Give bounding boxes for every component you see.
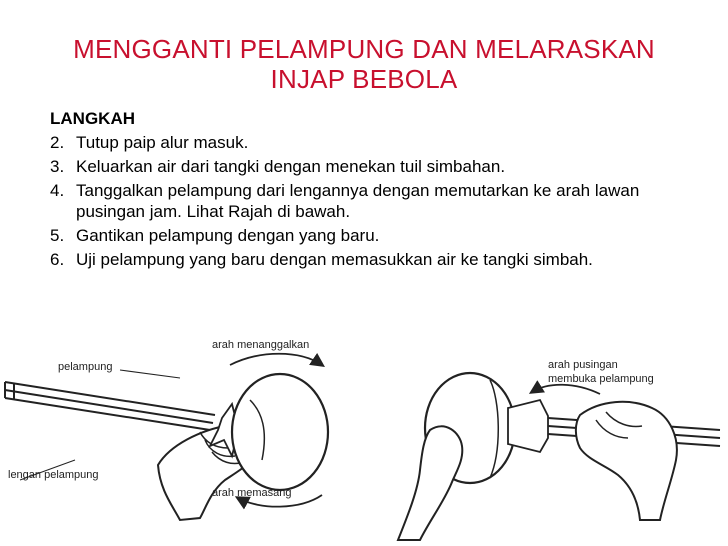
step-number: 3. [50, 157, 65, 176]
step-number: 6. [50, 250, 65, 269]
content-body [50, 108, 690, 273]
step-number: 4. [50, 181, 65, 200]
leader-float [120, 370, 180, 378]
right-drawing [398, 359, 720, 540]
unscrew-arrow [230, 354, 322, 365]
steps-heading: LANGKAH [50, 109, 135, 128]
step-number: 5. [50, 226, 65, 245]
step-number: 2. [50, 133, 65, 152]
step-item [50, 180, 690, 222]
open-rotation-arrow [532, 385, 600, 394]
float-replacement-illustration [0, 320, 728, 546]
steps-list [50, 132, 690, 270]
step-item [50, 225, 690, 246]
step-text: Tanggalkan pelampung dari lengannya dengan memutarkan ke arah lawan pusingan jam. Lihat Rajah di bawah. [76, 181, 640, 221]
label-float: pelampung [58, 361, 113, 373]
step-item [50, 156, 690, 177]
label-open-rotation-line2: membuka pelampung [548, 373, 654, 385]
left-drawing [5, 339, 328, 520]
hand-right-ball [398, 426, 462, 540]
step-text: Keluarkan air dari tangki dengan menekan tuil simbahan. [76, 157, 506, 176]
step-text: Gantikan pelampung dengan yang baru. [76, 226, 380, 245]
step-text: Tutup paip alur masuk. [76, 133, 249, 152]
float-arm-rod [5, 382, 215, 430]
right-fitting [508, 400, 548, 452]
label-float-arm: lengan pelampung [8, 469, 99, 481]
slide-title [30, 34, 698, 94]
step-item [50, 132, 690, 153]
step-text: Uji pelampung yang baru dengan memasukkan air ke tangki simbah. [76, 250, 593, 269]
step-item [50, 249, 690, 270]
label-open-rotation-line1: arah pusingan [548, 359, 618, 371]
float-ball-left [232, 374, 328, 490]
title-line-2: INJAP BEBOLA [270, 64, 458, 94]
title-line-1: MENGGANTI PELAMPUNG DAN MELARASKAN [73, 34, 655, 64]
label-screw-direction: arah memasang [212, 487, 292, 499]
hand-right-rod [576, 402, 677, 520]
label-unscrew-direction: arah menanggalkan [212, 339, 310, 351]
